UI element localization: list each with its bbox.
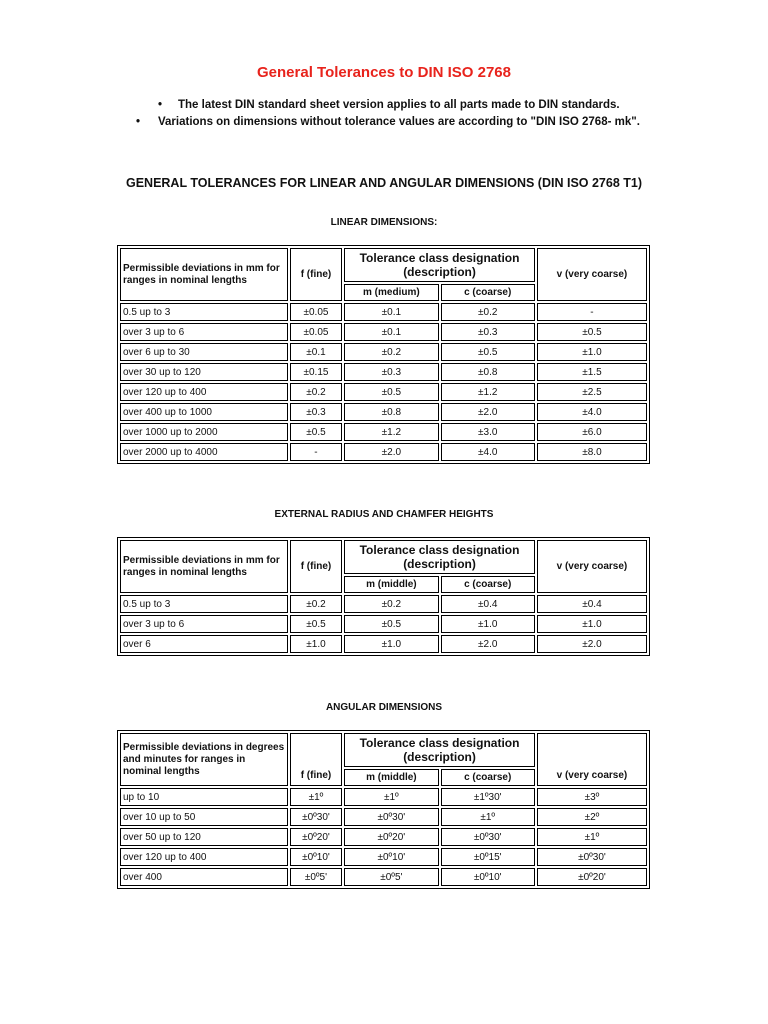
table-row — [120, 323, 647, 341]
col-header-coarse: c (coarse) — [441, 576, 535, 593]
range-cell: over 3 up to 6 — [120, 615, 288, 633]
range-cell: 0.5 up to 3 — [120, 595, 288, 613]
tolerance-cell: ±0º15' — [441, 848, 535, 866]
tolerance-cell: ±0.1 — [344, 323, 438, 341]
tolerance-cell: - — [537, 303, 647, 321]
tolerance-cell: ±0º5' — [290, 868, 342, 886]
table-row — [120, 443, 647, 461]
col-header-fine: f (fine) — [290, 540, 342, 593]
tolerance-cell: ±0.8 — [441, 363, 535, 381]
bullet-list — [130, 97, 730, 131]
col-header-medium: m (medium) — [344, 284, 438, 301]
tolerance-cell: ±0º20' — [344, 828, 438, 846]
tolerance-cell: ±2.0 — [441, 635, 535, 653]
tolerance-cell: ±2.0 — [441, 403, 535, 421]
col-header-fine: f (fine) — [290, 733, 342, 786]
tolerance-cell: ±1.0 — [290, 635, 342, 653]
table-row — [120, 828, 647, 846]
bullet-icon: • — [158, 99, 163, 111]
tolerance-cell: ±0.5 — [344, 383, 438, 401]
table-row — [120, 423, 647, 441]
table-row — [120, 788, 647, 806]
range-cell: over 30 up to 120 — [120, 363, 288, 381]
tolerance-cell: ±0º5' — [344, 868, 438, 886]
range-cell: 0.5 up to 3 — [120, 303, 288, 321]
tolerance-cell: ±1.5 — [537, 363, 647, 381]
table-row — [120, 635, 647, 653]
section-heading: GENERAL TOLERANCES FOR LINEAR AND ANGULAR DIMENSIONS (DIN ISO 2768 T1) — [125, 176, 643, 190]
tolerance-cell: ±0.5 — [441, 343, 535, 361]
tolerance-cell: ±3.0 — [441, 423, 535, 441]
angular-heading: ANGULAR DIMENSIONS — [325, 702, 443, 713]
range-cell: over 50 up to 120 — [120, 828, 288, 846]
range-cell: over 400 up to 1000 — [120, 403, 288, 421]
col-header-ranges: Permissible deviations in mm for ranges in nominal lengths — [120, 540, 288, 593]
range-cell: over 1000 up to 2000 — [120, 423, 288, 441]
bullet-item — [130, 97, 730, 114]
tolerance-cell: ±1.0 — [537, 615, 647, 633]
linear-table — [117, 245, 650, 464]
tolerance-cell: ±2.5 — [537, 383, 647, 401]
bullet-text: Variations on dimensions without tolerance values are according to "DIN ISO 2768- mk". — [158, 116, 640, 128]
tolerance-cell: ±0.5 — [290, 423, 342, 441]
tolerance-cell: ±0.1 — [344, 303, 438, 321]
page-title: General Tolerances to DIN ISO 2768 — [257, 64, 511, 81]
range-cell: over 3 up to 6 — [120, 323, 288, 341]
tolerance-cell: ±1.0 — [537, 343, 647, 361]
radius-heading: EXTERNAL RADIUS AND CHAMFER HEIGHTS — [274, 509, 494, 520]
table-row — [120, 403, 647, 421]
tolerance-cell: ±1º — [344, 788, 438, 806]
tolerance-cell: ±1º — [537, 828, 647, 846]
tolerance-cell: ±2º — [537, 808, 647, 826]
col-header-ranges: Permissible deviations in mm for ranges in nominal lengths — [120, 248, 288, 301]
tolerance-cell: ±1.0 — [441, 615, 535, 633]
tolerance-cell: ±0.3 — [290, 403, 342, 421]
tolerance-cell: ±0º30' — [344, 808, 438, 826]
tolerance-cell: ±0.2 — [290, 383, 342, 401]
col-header-ranges: Permissible deviations in degrees and minutes for ranges in nominal lengths — [120, 733, 288, 786]
tolerance-cell: ±4.0 — [441, 443, 535, 461]
tolerance-cell: ±0.4 — [537, 595, 647, 613]
table-row — [120, 868, 647, 886]
range-cell: over 6 — [120, 635, 288, 653]
tolerance-cell: ±0º10' — [290, 848, 342, 866]
col-header-coarse: c (coarse) — [441, 284, 535, 301]
tolerance-cell: ±2.0 — [537, 635, 647, 653]
tolerance-cell: ±0º10' — [344, 848, 438, 866]
tolerance-cell: ±4.0 — [537, 403, 647, 421]
table-row — [120, 808, 647, 826]
tolerance-cell: ±0.5 — [537, 323, 647, 341]
tolerance-cell: ±0.3 — [344, 363, 438, 381]
tolerance-cell: ±0º30' — [290, 808, 342, 826]
tolerance-cell: ±1.2 — [344, 423, 438, 441]
col-header-very-coarse: v (very coarse) — [537, 540, 647, 593]
col-header-coarse: c (coarse) — [441, 769, 535, 786]
tolerance-cell: ±0.2 — [441, 303, 535, 321]
table-row — [120, 383, 647, 401]
col-header-fine: f (fine) — [290, 248, 342, 301]
tolerance-cell: ±0.3 — [441, 323, 535, 341]
tolerance-cell: ±0.05 — [290, 303, 342, 321]
tolerance-cell: ±0º30' — [537, 848, 647, 866]
tolerance-cell: ±0.5 — [344, 615, 438, 633]
tolerance-cell: ±0.05 — [290, 323, 342, 341]
col-header-medium: m (middle) — [344, 769, 438, 786]
col-header-medium: m (middle) — [344, 576, 438, 593]
tolerance-cell: ±0.2 — [344, 343, 438, 361]
radius-table — [117, 537, 650, 656]
tolerance-cell: ±0º20' — [537, 868, 647, 886]
range-cell: over 120 up to 400 — [120, 848, 288, 866]
tolerance-cell: ±1º — [290, 788, 342, 806]
col-header-tolerance-class: Tolerance class designation (description) — [344, 540, 535, 574]
tolerance-cell: ±0.1 — [290, 343, 342, 361]
tolerance-cell: ±1º30' — [441, 788, 535, 806]
tolerance-cell: ±0º10' — [441, 868, 535, 886]
col-header-very-coarse: v (very coarse) — [537, 248, 647, 301]
tolerance-cell: ±0.2 — [290, 595, 342, 613]
tolerance-cell: ±2.0 — [344, 443, 438, 461]
col-header-very-coarse: v (very coarse) — [537, 733, 647, 786]
tolerance-cell: ±0.8 — [344, 403, 438, 421]
table-row — [120, 343, 647, 361]
range-cell: over 2000 up to 4000 — [120, 443, 288, 461]
tolerance-cell: ±0º30' — [441, 828, 535, 846]
range-cell: up to 10 — [120, 788, 288, 806]
table-row — [120, 363, 647, 381]
bullet-item — [130, 114, 730, 131]
tolerance-cell: ±0.2 — [344, 595, 438, 613]
range-cell: over 6 up to 30 — [120, 343, 288, 361]
angular-table — [117, 730, 650, 889]
bullet-icon: • — [136, 116, 141, 128]
tolerance-cell: ±8.0 — [537, 443, 647, 461]
tolerance-cell: ±0º20' — [290, 828, 342, 846]
tolerance-cell: ±1.0 — [344, 635, 438, 653]
tolerance-cell: ±0.5 — [290, 615, 342, 633]
tolerance-cell: ±0.4 — [441, 595, 535, 613]
tolerance-cell: - — [290, 443, 342, 461]
table-row — [120, 615, 647, 633]
tolerance-cell: ±0.15 — [290, 363, 342, 381]
tolerance-cell: ±1.2 — [441, 383, 535, 401]
col-header-tolerance-class: Tolerance class designation (description) — [344, 733, 535, 767]
range-cell: over 10 up to 50 — [120, 808, 288, 826]
tolerance-cell: ±3º — [537, 788, 647, 806]
table-row — [120, 303, 647, 321]
table-row — [120, 595, 647, 613]
table-row — [120, 848, 647, 866]
range-cell: over 400 — [120, 868, 288, 886]
tolerance-cell: ±6.0 — [537, 423, 647, 441]
range-cell: over 120 up to 400 — [120, 383, 288, 401]
col-header-tolerance-class: Tolerance class designation (description) — [344, 248, 535, 282]
linear-heading: LINEAR DIMENSIONS: — [330, 217, 438, 228]
bullet-text: The latest DIN standard sheet version applies to all parts made to DIN standards. — [178, 99, 620, 111]
tolerance-cell: ±1º — [441, 808, 535, 826]
